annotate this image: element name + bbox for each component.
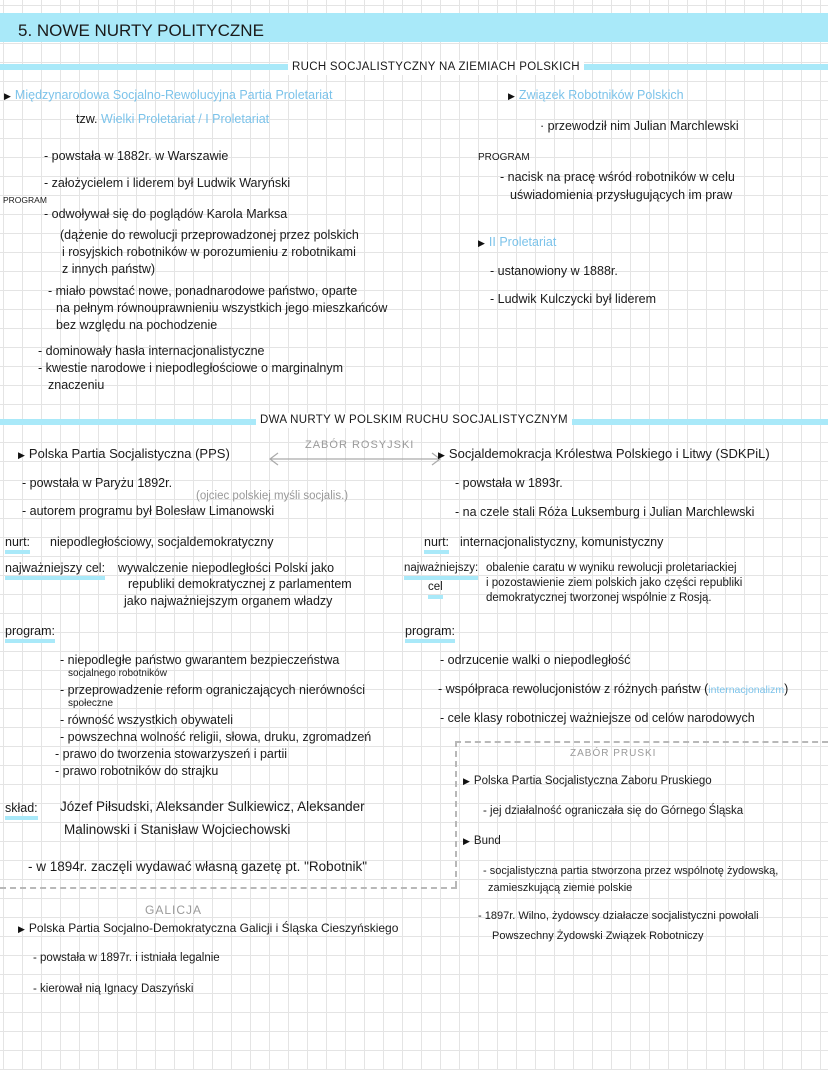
note-line: - na czele stali Róża Luksemburg i Julian Marchlewski bbox=[455, 505, 755, 519]
double-arrow-icon bbox=[268, 452, 443, 466]
note-line: - powstała w Paryżu 1892r. bbox=[22, 476, 173, 490]
party-alias bbox=[76, 112, 269, 127]
party-bund bbox=[463, 834, 501, 849]
party-name: Socjaldemokracja Królestwa Polskiego i Litwy (SDKPiL) bbox=[448, 446, 770, 461]
party-zrp bbox=[508, 88, 684, 104]
bullet-triangle-icon: ▶ bbox=[438, 450, 445, 460]
note-line: - w 1894r. zaczęli wydawać własną gazetę pt. "Robotnik" bbox=[28, 859, 368, 874]
note-line: jako najważniejszym organem władzy bbox=[124, 594, 333, 608]
nurt-label: nurt: bbox=[424, 535, 449, 554]
note-line: Józef Piłsudski, Aleksander Sulkiewicz, Aleksander bbox=[60, 799, 365, 814]
note-line: - miało powstać nowe, ponadnarodowe państwo, oparte bbox=[48, 284, 358, 298]
note-line: · przewodził nim Julian Marchlewski bbox=[540, 119, 739, 133]
nurt-label: nurt: bbox=[5, 535, 30, 554]
note-line: zamieszkującą ziemie polskie bbox=[488, 882, 633, 894]
bullet-triangle-icon: ▶ bbox=[478, 238, 485, 248]
note-line: wywalczenie niepodległości Polski jako bbox=[118, 561, 335, 575]
section-heading: DWA NURTY W POLSKIM RUCHU SOCJALISTYCZNYM bbox=[256, 413, 572, 428]
party-name: Polska Partia Socjalistyczna Zaboru Pruskiego bbox=[473, 775, 712, 787]
note-line: - ustanowiony w 1888r. bbox=[490, 264, 618, 278]
note-line: - powstała w 1893r. bbox=[455, 476, 563, 490]
cel-label: cel bbox=[428, 580, 443, 599]
note-line: - kwestie narodowe i niepodległościowe o marginalnym bbox=[38, 361, 344, 375]
note-line: z innych państw) bbox=[62, 262, 156, 276]
alias-text: Wielki Proletariat / I Proletariat bbox=[101, 112, 270, 126]
section-heading: RUCH SOCJALISTYCZNY NA ZIEMIACH POLSKICH bbox=[288, 60, 584, 75]
party-name: II Proletariat bbox=[488, 235, 557, 249]
party-pps-zp bbox=[463, 774, 712, 789]
program-label: program: bbox=[5, 624, 55, 643]
note-line: - kierował nią Ignacy Daszyński bbox=[33, 983, 194, 995]
sklad-label: skład: bbox=[5, 801, 38, 820]
program-text: - współpraca rewolucjonistów z różnych państw bbox=[438, 682, 701, 696]
note-line: - nacisk na pracę wśród robotników w celu bbox=[500, 170, 735, 184]
note-line: - cele klasy robotniczej ważniejsze od celów narodowych bbox=[440, 711, 755, 725]
party-name: Związek Robotników Polskich bbox=[518, 88, 684, 102]
alias-prefix: tzw. bbox=[76, 112, 98, 126]
party-name: Polska Partia Socjalistyczna (PPS) bbox=[28, 446, 230, 461]
note-line: - autorem programu był Bolesław Limanowski bbox=[22, 504, 275, 518]
note-line: i rosyjskich robotników w porozumieniu z robotnikami bbox=[62, 245, 356, 259]
note-line: demokratycznej tworzonej wspólnie z Rosją. bbox=[486, 592, 712, 604]
note-line: - socjalistyczna partia stworzona przez wspólnotę żydowską, bbox=[483, 865, 779, 877]
galicja-label: GALICJA bbox=[145, 903, 203, 917]
party-ppsd bbox=[18, 921, 398, 937]
divider-dashed bbox=[0, 887, 457, 889]
cel-label: najważniejszy: bbox=[404, 561, 478, 580]
note-line: Malinowski i Stanisław Wojciechowski bbox=[64, 822, 291, 837]
note-line: - przeprowadzenie reform ograniczających nierówności bbox=[60, 683, 365, 697]
note-line: internacjonalistyczny, komunistyczny bbox=[460, 535, 664, 549]
bullet-triangle-icon: ▶ bbox=[18, 924, 25, 934]
program-label: PROGRAM bbox=[3, 195, 47, 205]
note-line: - współpraca rewolucjonistów z różnych państw (internacjonalizm) bbox=[438, 682, 789, 696]
note-line: i pozostawienie ziem polskich jako części republiki bbox=[486, 577, 743, 589]
note-line: - dominowały hasła internacjonalistyczne bbox=[38, 344, 265, 358]
note-line: republiki demokratycznej z parlamentem bbox=[128, 577, 352, 591]
note-line: - niepodległe państwo gwarantem bezpieczeństwa bbox=[60, 653, 340, 667]
zabor-rosyjski-label: ZABÓR ROSYJSKI bbox=[305, 439, 415, 451]
note-line: uświadomienia przysługujących im praw bbox=[510, 188, 733, 202]
note-line: - prawo do tworzenia stowarzyszeń i partii bbox=[55, 747, 288, 761]
note-line: - założycielem i liderem był Ludwik Waryński bbox=[44, 176, 291, 190]
note-line: - Ludwik Kulczycki był liderem bbox=[490, 292, 657, 306]
note-line: - 1897r. Wilno, żydowscy działacze socjalistyczni powołali bbox=[478, 910, 759, 922]
party-ii-proletariat bbox=[478, 235, 556, 251]
bullet-triangle-icon: ▶ bbox=[18, 450, 25, 460]
note-line: bez względu na pochodzenie bbox=[56, 318, 218, 332]
bullet-triangle-icon: ▶ bbox=[463, 776, 470, 786]
program-label: program: bbox=[405, 624, 455, 643]
page-title: 5. NOWE NURTY POLITYCZNE bbox=[18, 21, 264, 40]
note-line: znaczeniu bbox=[48, 378, 105, 392]
party-sdkpil bbox=[438, 446, 770, 463]
note-line: społeczne bbox=[68, 698, 114, 709]
note-line: obalenie caratu w wyniku rewolucji proletariackiej bbox=[486, 562, 737, 574]
party-proletariat bbox=[4, 88, 332, 104]
note-line: - powszechna wolność religii, słowa, druku, zgromadzeń bbox=[60, 730, 372, 744]
program-note: internacjonalizm bbox=[708, 684, 785, 696]
note-line: - powstała w 1897r. i istniała legalnie bbox=[33, 952, 220, 964]
note-line: - odrzucenie walki o niepodległość bbox=[440, 653, 631, 667]
note-line: - równość wszystkich obywateli bbox=[60, 713, 233, 727]
divider-dashed bbox=[455, 741, 828, 743]
party-name: Międzynarodowa Socjalno-Rewolucyjna Partia Proletariat bbox=[14, 88, 333, 102]
note-line: (dążenie do rewolucji przeprowadzonej przez polskich bbox=[60, 228, 359, 242]
side-note: (ojciec polskiej myśli socjalis.) bbox=[196, 490, 349, 502]
note-line: socjalnego robotników bbox=[68, 668, 167, 679]
note-line: - odwoływał się do poglądów Karola Marksa bbox=[44, 207, 288, 221]
note-line: - jej działalność ograniczała się do Górnego Śląska bbox=[483, 805, 744, 817]
divider-dashed bbox=[455, 741, 457, 887]
bullet-triangle-icon: ▶ bbox=[463, 836, 470, 846]
cel-label: najważniejszy cel: bbox=[5, 561, 105, 580]
party-pps bbox=[18, 446, 230, 463]
program-label: PROGRAM bbox=[478, 152, 530, 163]
note-line: - prawo robotników do strajku bbox=[55, 764, 219, 778]
party-name: Polska Partia Socjalno-Demokratyczna Galicji i Śląska Cieszyńskiego bbox=[28, 921, 399, 935]
note-line: Powszechny Żydowski Związek Robotniczy bbox=[492, 930, 704, 942]
party-name: Bund bbox=[473, 835, 501, 847]
bullet-triangle-icon: ▶ bbox=[4, 91, 11, 101]
note-line: na pełnym równouprawnieniu wszystkich jego mieszkańców bbox=[56, 301, 388, 315]
zabor-pruski-label: ZABÓR PRUSKI bbox=[570, 748, 657, 759]
note-line: - powstała w 1882r. w Warszawie bbox=[44, 149, 229, 163]
bullet-triangle-icon: ▶ bbox=[508, 91, 515, 101]
note-line: niepodległościowy, socjaldemokratyczny bbox=[50, 535, 274, 549]
